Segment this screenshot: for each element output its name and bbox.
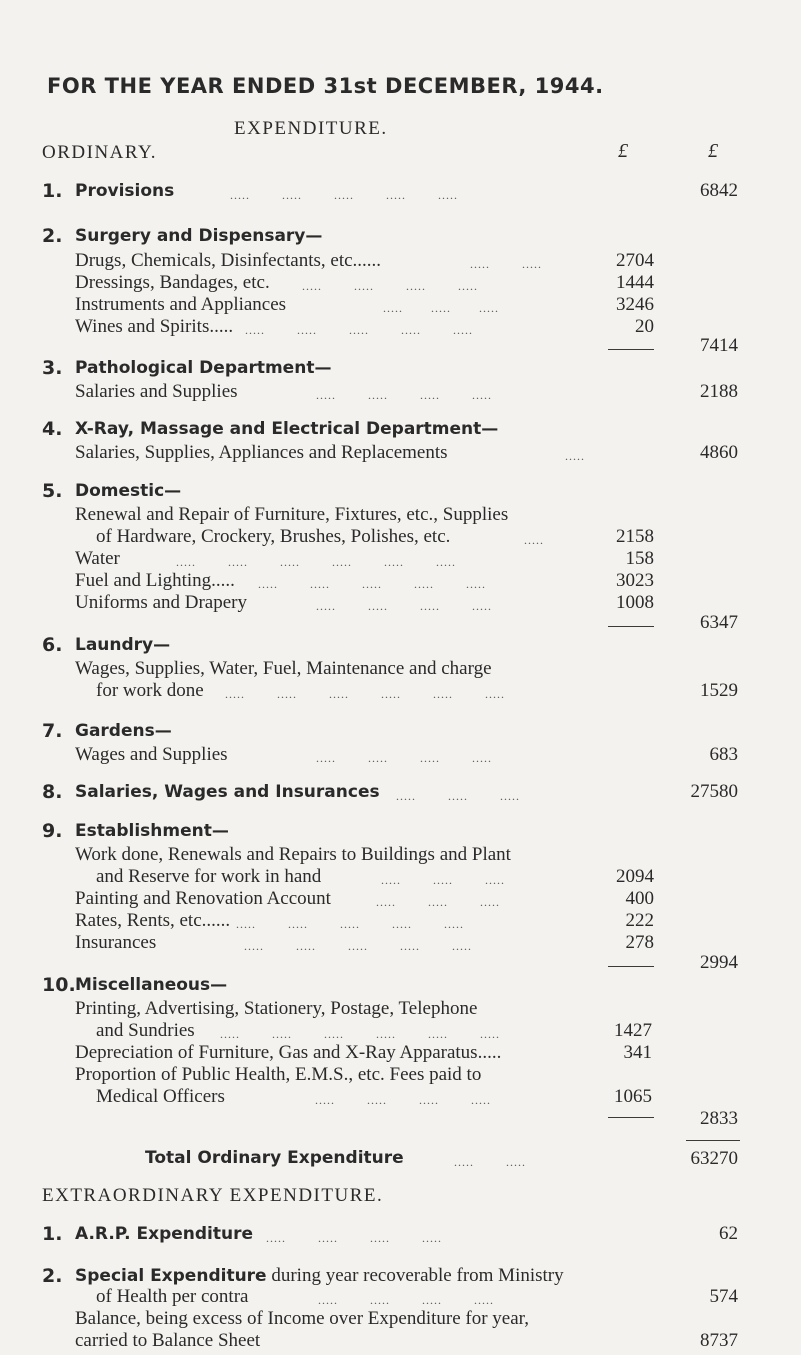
total-ordinary-value: 63270 [690,1148,738,1169]
item-heading: Establishment— [75,821,229,841]
line-text: Insurances [75,932,157,953]
line-amount: 341 [623,1042,652,1063]
item-heading: Gardens— [75,721,172,741]
line-text: Balance, being excess of Income over Expenditure for year, [75,1308,529,1329]
line-text: of Health per contra [96,1286,249,1307]
item-heading: Laundry— [75,635,171,655]
item-total: 62 [719,1223,738,1244]
total-ordinary-label: Total Ordinary Expenditure [145,1148,404,1168]
subtotal-rule [608,349,654,350]
line-text: Water [75,548,120,569]
item-heading: A.R.P. Expenditure [75,1224,254,1244]
item-number: 2. [42,1265,63,1287]
total-rule [686,1140,740,1141]
line-amount: 158 [625,548,654,569]
line-amount: 2704 [616,250,654,271]
item-total: 6347 [700,612,738,633]
item-total: 6842 [700,180,738,201]
line-amount: 278 [625,932,654,953]
leader-dots: ..... ..... ..... ..... [266,1231,442,1245]
leader-dots: ..... ..... ..... ..... ..... [245,323,473,337]
ordinary-label: ORDINARY. [42,142,158,163]
leader-dots: ..... ..... ..... ..... ..... [236,917,464,931]
line-text: Fuel and Lighting..... [75,570,235,591]
section-title: EXPENDITURE. [234,118,388,139]
item-number: 4. [42,418,63,440]
line-amount: 2158 [616,526,654,547]
item-total: 574 [709,1286,738,1307]
leader-dots: ..... ..... ..... [381,873,505,887]
item-heading: Pathological Department— [75,358,332,378]
line-amount: 1008 [616,592,654,613]
item-total: 7414 [700,335,738,356]
leader-dots: ..... ..... ..... ..... ..... [258,577,486,591]
line-text: Instruments and Appliances [75,294,287,315]
leader-dots: ..... ..... ..... ..... ..... ..... [176,555,456,569]
line-text: and Reserve for work in hand [96,866,322,887]
leader-dots: ..... [565,449,585,463]
currency-header-col2: £ [708,140,718,162]
line-text: Work done, Renewals and Repairs to Buildings and Plant [75,844,511,865]
subtotal-rule [608,626,654,627]
leader-dots: ..... ..... ..... ..... ..... [244,939,472,953]
item-total: 4860 [700,442,738,463]
line-text: during year recoverable from Ministry [266,1265,564,1286]
leader-dots: ..... ..... ..... ..... [316,388,492,402]
leader-dots: ..... [524,533,544,547]
item-number: 1. [42,180,63,202]
leader-dots: ..... ..... ..... ..... ..... ..... [220,1027,500,1041]
line-amount: 1427 [614,1020,652,1041]
item-number: 7. [42,720,63,742]
line-text: Uniforms and Drapery [75,592,248,613]
item-number: 9. [42,820,63,842]
leader-dots: ..... ..... ..... ..... ..... ..... [225,687,505,701]
line-text: carried to Balance Sheet [75,1330,261,1351]
item-heading: Salaries, Wages and Insurances [75,782,380,802]
leader-dots: ..... ..... ..... ..... [302,279,478,293]
extraordinary-title: EXTRAORDINARY EXPENDITURE. [42,1185,384,1206]
line-text: Printing, Advertising, Stationery, Postage, Telephone [75,998,478,1019]
line-amount: 1065 [614,1086,652,1107]
currency-header-col1: £ [618,140,628,162]
item-number: 10. [42,974,76,996]
line-text: of Hardware, Crockery, Brushes, Polishes, etc. [96,526,451,547]
item-total: 683 [709,744,738,765]
item-total: 2994 [700,952,738,973]
item-heading: Miscellaneous— [75,975,228,995]
leader-dots: ..... ..... [470,257,542,271]
item-number: 8. [42,781,63,803]
line-text: Wages and Supplies [75,744,228,765]
line-text: Renewal and Repair of Furniture, Fixtures, etc., Supplies [75,504,509,525]
line-amount: 1444 [616,272,654,293]
leader-dots: ..... ..... [454,1155,526,1169]
item-heading: X-Ray, Massage and Electrical Department— [75,419,499,439]
item-number: 3. [42,357,63,379]
item-heading: Provisions [75,181,175,201]
line-text: Salaries, Supplies, Appliances and Replacements [75,442,448,463]
item-total: 27580 [690,781,738,802]
line-text: Dressings, Bandages, etc. [75,272,270,293]
line-amount: 3023 [616,570,654,591]
line-text: Salaries and Supplies [75,381,238,402]
line-text: Wines and Spirits..... [75,316,234,337]
item-heading: Domestic— [75,481,182,501]
item-total: 1529 [700,680,738,701]
leader-dots: ..... ..... ..... ..... ..... [230,188,458,202]
leader-dots: ..... ..... ..... ..... [315,1093,491,1107]
line-amount: 2094 [616,866,654,887]
leader-dots: ..... ..... ..... ..... [318,1293,494,1307]
line-text: Depreciation of Furniture, Gas and X-Ray Apparatus..... [75,1042,502,1063]
line-text: Proportion of Public Health, E.M.S., etc. Fees paid to [75,1064,482,1085]
special-expenditure-heading [75,1265,564,1287]
leader-dots: ..... ..... ..... [376,895,500,909]
line-amount: 3246 [616,294,654,315]
line-text: for work done [96,680,204,701]
line-text: Wages, Supplies, Water, Fuel, Maintenance and charge [75,658,492,679]
line-text: Painting and Renovation Account [75,888,331,909]
leader-dots: ..... ..... ..... ..... [316,599,492,613]
page-title: FOR THE YEAR ENDED 31st DECEMBER, 1944. [47,74,604,98]
item-number: 1. [42,1223,63,1245]
subtotal-rule [608,1117,654,1118]
line-text: Medical Officers [96,1086,225,1107]
leader-dots: ..... ..... ..... [383,301,499,315]
line-amount: 20 [635,316,654,337]
line-text: Rates, Rents, etc...... [75,910,231,931]
item-heading: Surgery and Dispensary— [75,226,323,246]
item-number: 2. [42,225,63,247]
item-total: 2833 [700,1108,738,1129]
leader-dots: ..... ..... ..... ..... [316,751,492,765]
item-heading: Special Expenditure [75,1266,267,1286]
item-number: 6. [42,634,63,656]
item-total: 8737 [700,1330,738,1351]
line-text: and Sundries [96,1020,195,1041]
line-amount: 400 [625,888,654,909]
item-number: 5. [42,480,63,502]
item-total: 2188 [700,381,738,402]
leader-dots: ..... ..... ..... [396,789,520,803]
line-amount: 222 [625,910,654,931]
subtotal-rule [608,966,654,967]
line-text: Drugs, Chemicals, Disinfectants, etc...... [75,250,382,271]
